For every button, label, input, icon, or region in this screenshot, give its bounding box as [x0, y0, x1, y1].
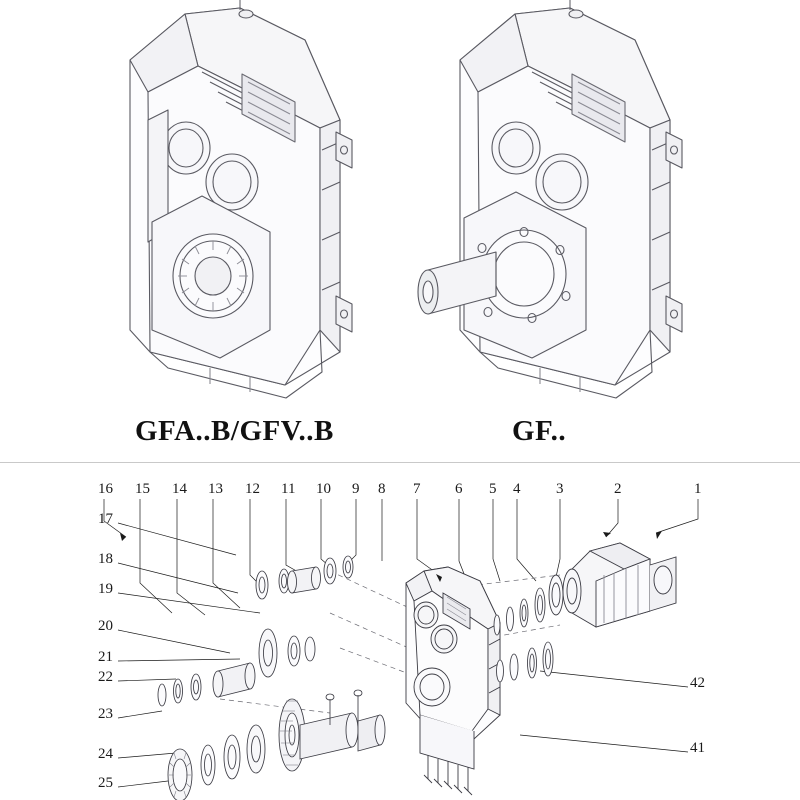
callout-number: 17	[98, 511, 113, 527]
callout-number: 12	[245, 481, 260, 497]
callout-number: 20	[98, 618, 113, 634]
callout-number: 21	[98, 649, 113, 665]
callout-number: 41	[690, 740, 705, 756]
model-label-left: GFA..B/GFV..B	[135, 415, 334, 447]
callout-number: 42	[690, 675, 705, 691]
callout-number: 6	[455, 481, 463, 497]
callout-number: 16	[98, 481, 113, 497]
callout-number: 15	[135, 481, 150, 497]
exploded-view-area	[0, 463, 800, 800]
callout-number: 25	[98, 775, 113, 791]
callout-number: 19	[98, 581, 113, 597]
callout-number: 23	[98, 706, 113, 722]
callout-number: 4	[513, 481, 521, 497]
callout-number: 1	[694, 481, 702, 497]
model-label-right: GF..	[512, 415, 567, 447]
callout-number: 18	[98, 551, 113, 567]
callout-number: 24	[98, 746, 113, 762]
gearbox-illustration-left	[90, 0, 390, 400]
callout-number: 9	[352, 481, 360, 497]
exploded-diagram	[0, 463, 800, 800]
gearbox-illustration-right	[400, 0, 720, 400]
callout-number: 14	[172, 481, 187, 497]
callout-number: 13	[208, 481, 223, 497]
callout-number: 11	[281, 481, 296, 497]
callout-number: 3	[556, 481, 564, 497]
callout-number: 10	[316, 481, 331, 497]
callout-number: 7	[413, 481, 421, 497]
callout-number: 8	[378, 481, 386, 497]
callout-number: 22	[98, 669, 113, 685]
callout-number: 5	[489, 481, 497, 497]
callout-number: 2	[614, 481, 622, 497]
